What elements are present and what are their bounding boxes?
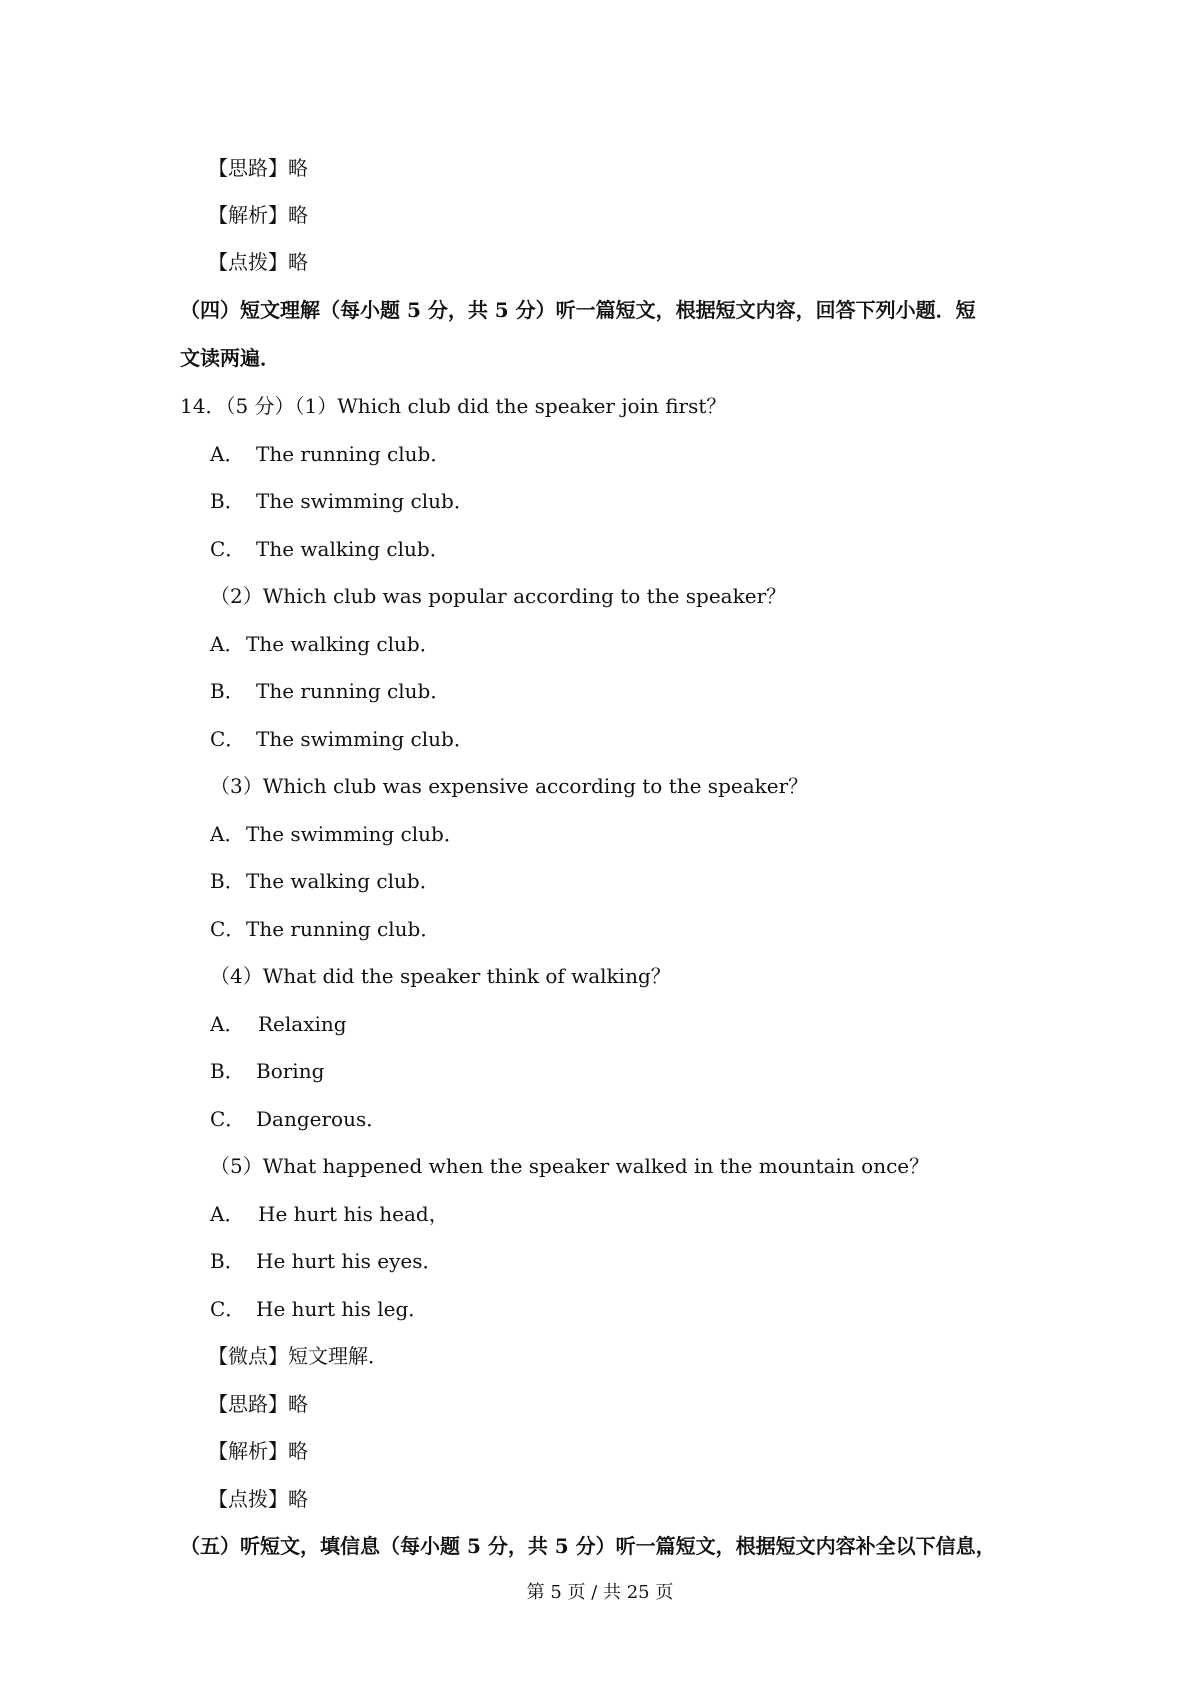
option-letter: B． xyxy=(210,679,245,703)
q4-option-b xyxy=(210,1059,324,1083)
q5-option-c xyxy=(210,1297,428,1321)
option-letter: A． xyxy=(210,1202,245,1226)
q5-option-b xyxy=(210,1249,442,1273)
q3-option-a xyxy=(210,822,464,846)
option-letter: B． xyxy=(210,1249,245,1273)
option-text: The running club． xyxy=(256,679,451,703)
option-text: The running club． xyxy=(246,917,441,941)
sub-question-2: （2）Which club was popular according to the speaker？ xyxy=(210,584,787,608)
option-text: He hurt his head， xyxy=(258,1202,449,1226)
option-text: The walking club． xyxy=(246,632,440,656)
option-letter: A． xyxy=(210,822,245,846)
q2-option-c xyxy=(210,727,474,751)
sub-question-5: （5）What happened when the speaker walked in the mountain once？ xyxy=(210,1154,930,1178)
option-letter: A． xyxy=(210,442,245,466)
option-letter: A． xyxy=(210,1012,245,1036)
q2-option-a xyxy=(210,632,440,656)
option-letter: C． xyxy=(210,1107,246,1131)
q3-option-b xyxy=(210,869,440,893)
option-letter: B． xyxy=(210,1059,245,1083)
q1-option-c xyxy=(210,537,450,561)
page-number-footer: 第 5 页 / 共 25 页 xyxy=(526,1582,674,1603)
option-text: The swimming club． xyxy=(256,727,474,751)
section4-heading-line2: 文读两遍． xyxy=(180,346,280,370)
option-letter: B． xyxy=(210,489,245,513)
q2-option-b xyxy=(210,679,450,703)
option-text: He hurt his leg． xyxy=(256,1297,429,1321)
option-letter: B． xyxy=(210,869,245,893)
option-letter: C． xyxy=(210,537,246,561)
q3-option-c xyxy=(210,917,440,941)
option-text: The swimming club． xyxy=(256,489,474,513)
option-text: Dangerous． xyxy=(256,1107,387,1131)
section4-heading-line1: （四）短文理解（每小题 5 分，共 5 分）听一篇短文，根据短文内容，回答下列小题．短 xyxy=(180,298,976,322)
dianbo-tag: 【点拨】略 xyxy=(208,1487,308,1511)
option-text: The walking club． xyxy=(246,869,440,893)
option-text: The walking club． xyxy=(256,537,450,561)
weidian-tag: 【微点】短文理解． xyxy=(208,1344,388,1368)
q5-option-a xyxy=(210,1202,449,1226)
q1-option-b xyxy=(210,489,474,513)
section5-heading: （五）听短文，填信息（每小题 5 分，共 5 分）听一篇短文，根据短文内容补全以下信息， xyxy=(180,1534,996,1558)
option-letter: C． xyxy=(210,1297,246,1321)
option-text: He hurt his eyes． xyxy=(256,1249,443,1273)
sub-question-4: （4）What did the speaker think of walking？ xyxy=(210,964,671,988)
option-text: The swimming club． xyxy=(246,822,464,846)
dianbo-tag: 【点拨】略 xyxy=(208,250,308,274)
silu-tag: 【思路】略 xyxy=(208,156,308,180)
question-14-stem: 14．（5 分）（1）Which club did the speaker join first？ xyxy=(180,394,727,418)
option-letter: A． xyxy=(210,632,245,656)
option-letter: C． xyxy=(210,917,246,941)
jiexi-tag: 【解析】略 xyxy=(208,203,308,227)
option-text: Boring xyxy=(256,1059,325,1083)
q4-option-a xyxy=(210,1012,347,1036)
option-text: Relaxing xyxy=(258,1012,347,1036)
option-letter: C． xyxy=(210,727,246,751)
sub-question-3: （3）Which club was expensive according to the speaker？ xyxy=(210,774,809,798)
jiexi-tag: 【解析】略 xyxy=(208,1439,308,1463)
q1-option-a xyxy=(210,442,450,466)
option-text: The running club． xyxy=(256,442,451,466)
q4-option-c xyxy=(210,1107,386,1131)
silu-tag: 【思路】略 xyxy=(208,1392,308,1416)
